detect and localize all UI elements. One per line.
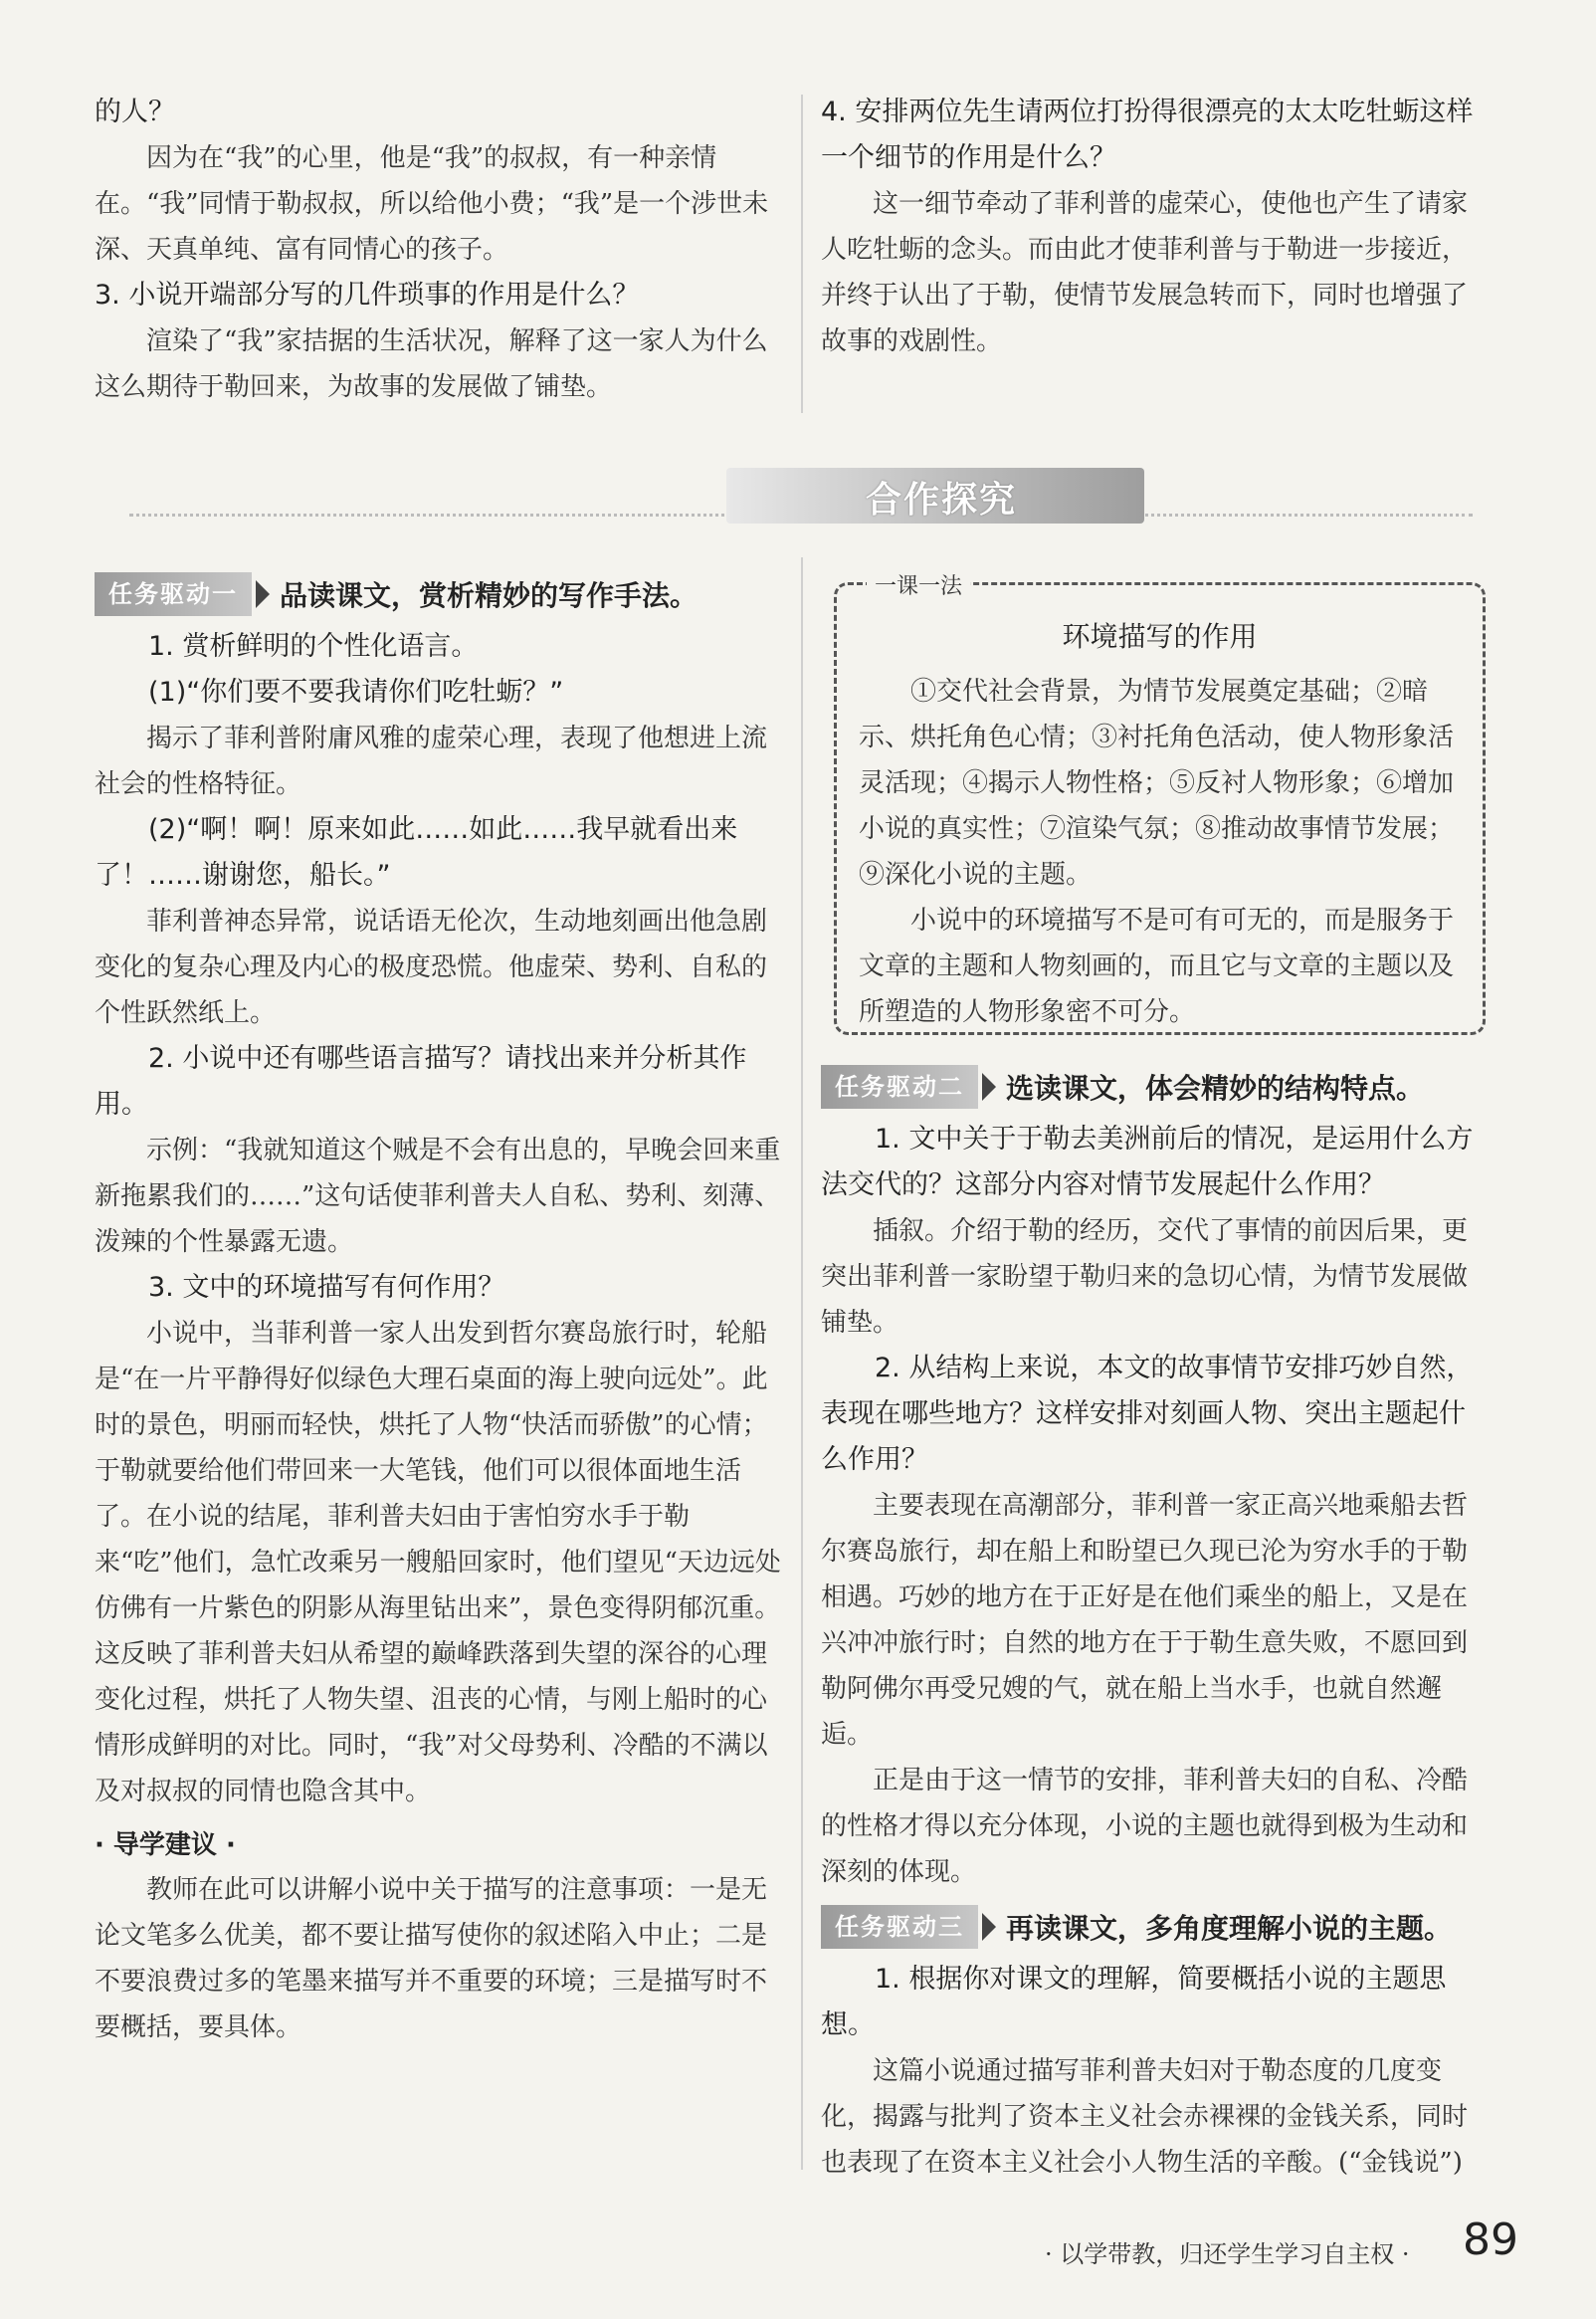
answer: 插叙。介绍于勒的经历，交代了事情的前因后果，更突出菲利普一家盼望于勒归来的急切心情，为情节发展做铺垫。 — [821, 1216, 1469, 1338]
right-main-column — [821, 1055, 1488, 2186]
column-divider — [801, 95, 803, 413]
task-title: 选读课文，体会精妙的结构特点。 — [1006, 1072, 1425, 1105]
task-header — [821, 1061, 1488, 1113]
question: 4. 安排两位先生请两位打扮得很漂亮的太太吃牡蛎这样一个细节的作用是什么？ — [821, 97, 1474, 173]
method-tag: 一课一法 — [867, 569, 970, 600]
answer: 这一细节牵动了菲利普的虚荣心，使他也产生了请家人吃牡蛎的念头。而由此才使菲利普与于勒进一步接近，并终于认出了于勒，使情节发展急转而下，同时也增强了故事的戏剧性。 — [821, 189, 1469, 356]
column-divider — [801, 557, 803, 2170]
section-banner — [129, 468, 1473, 527]
method-box — [834, 574, 1486, 1035]
answer: 菲利普神态异常，说话语无伦次，生动地刻画出他急剧变化的复杂心理及内心的极度恐慌。他虚荣、势利、自私的个性跃然纸上。 — [95, 907, 768, 1028]
paragraph: 的人？ — [95, 97, 175, 127]
task-header — [821, 1901, 1488, 1953]
answer: 主要表现在高潮部分，菲利普一家正高兴地乘船去哲尔赛岛旅行，却在船上和盼望已久现已沦为穷水手的于勒相遇。巧妙的地方在于正好是在他们乘坐的船上，又是在兴冲冲旅行时；自然的地方在于于勒生意失败，不愿回到勒阿佛尔再受兄嫂的气，就在船上当水手，也就自然邂逅。 — [821, 1491, 1469, 1750]
footer-motto: · 以学带教，归还学生学习自主权 · — [1045, 2240, 1410, 2268]
task-title: 再读课文，多角度理解小说的主题。 — [1006, 1912, 1453, 1945]
answer: 渲染了“我”家拮据的生活状况，解释了这一家人为什么这么期待于勒回来，为故事的发展做了铺垫。 — [95, 326, 768, 402]
question: 1. 根据你对课文的理解，简要概括小说的主题思想。 — [821, 1964, 1447, 2040]
arrow-icon — [982, 1073, 996, 1101]
answer: 示例：“我就知道这个贼是不会有出息的，早晚会回来重新拖累我们的……”这句话使菲利普夫人自私、势利、刻薄、泼辣的个性暴露无遗。 — [95, 1136, 781, 1257]
task-tag: 任务驱动二 — [821, 1065, 978, 1109]
right-top-column — [821, 90, 1488, 364]
paragraph: 因为在“我”的心里，他是“我”的叔叔，有一种亲情在。“我”同情于勒叔叔，所以给他小费；“我”是一个涉世未深、天真单纯、富有同情心的孩子。 — [95, 143, 769, 265]
question: 1. 文中关于于勒去美洲前后的情况，是运用什么方法交代的？这部分内容对情节发展起什么作用？ — [821, 1124, 1474, 1200]
question: 1. 赏析鲜明的个性化语言。 — [148, 631, 479, 662]
task-tag: 任务驱动三 — [821, 1905, 978, 1949]
left-top-column — [95, 90, 791, 410]
answer: 这篇小说通过描写菲利普夫妇对于勒态度的几度变化，揭露与批判了资本主义社会赤裸裸的金钱关系，同时也表现了在资本主义社会小人物生活的辛酸。(“金钱说”) — [821, 2056, 1469, 2178]
arrow-icon — [256, 580, 270, 608]
question: 2. 从结构上来说，本文的故事情节安排巧妙自然，表现在哪些地方？这样安排对刻画人物、突出主题起什么作用？ — [821, 1353, 1474, 1475]
page-number: 89 — [1463, 2214, 1518, 2265]
task-title: 品读课文，赏析精妙的写作手法。 — [280, 579, 698, 612]
arrow-icon — [982, 1913, 996, 1941]
question: 2. 小说中还有哪些语言描写？请找出来并分析其作用。 — [95, 1043, 747, 1120]
answer: 揭示了菲利普附庸风雅的虚荣心理，表现了他想进上流社会的性格特征。 — [95, 724, 768, 799]
banner-title: 合作探究 — [866, 480, 1018, 521]
answer: 小说中，当菲利普一家人出发到哲尔赛岛旅行时，轮船是“在一片平静得好似绿色大理石桌面的海上驶向远处”。此时的景色，明丽而轻快，烘托了人物“快活而骄傲”的心情；于勒就要给他们带回来一大笔钱，他们可以很体面地生活了。在小说的结尾，菲利普夫妇由于害怕穷水手于勒来“吃”他们，急忙改乘另一艘船回家时，他们望见“天边远处仿佛有一片紫色的阴影从海里钻出来”，景色变得阴郁沉重。这反映了菲利普夫妇从希望的巅峰跌落到失望的深谷的心理变化过程，烘托了人物失望、沮丧的心情，与刚上船时的心情形成鲜明的对比。同时，“我”对父母势利、冷酷的不满以及对叔叔的同情也隐含其中。 — [95, 1319, 781, 1806]
method-title: 环境描写的作用 — [1062, 620, 1258, 653]
task-header — [95, 568, 791, 620]
guide-text: 教师在此可以讲解小说中关于描写的注意事项：一是无论文笔多么优美，都不要让描写使你的叙述陷入中止；二是不要浪费过多的笔墨来描写并不重要的环境；三是描写时不要概括，要具体。 — [95, 1875, 768, 2042]
method-paragraph: ①交代社会背景，为情节发展奠定基础；②暗示、烘托角色心情；③衬托角色活动，使人物形象活灵活现；④揭示人物性格；⑤反衬人物形象；⑥增加小说的真实性；⑦渲染气氛；⑧推动故事情节发展；⑨深化小说的主题。 — [859, 677, 1455, 890]
method-paragraph: 小说中的环境描写不是可有可无的，而是服务于文章的主题和人物刻画的，而且它与文章的主题以及所塑造的人物形象密不可分。 — [859, 906, 1455, 1027]
question: 3. 文中的环境描写有何作用？ — [148, 1272, 505, 1303]
question: (1)“你们要不要我请你们吃牡蛎？” — [148, 677, 564, 708]
question: 3. 小说开端部分写的几件琐事的作用是什么？ — [95, 280, 640, 311]
left-main-column — [95, 562, 791, 2050]
guide-title: · 导学建议 · — [95, 1830, 236, 1860]
task-tag: 任务驱动一 — [95, 572, 252, 616]
question: (2)“啊！啊！原来如此……如此……我早就看出来了！……谢谢您，船长。” — [95, 814, 738, 891]
answer: 正是由于这一情节的安排，菲利普夫妇的自私、冷酷的性格才得以充分体现，小说的主题也就得到极为生动和深刻的体现。 — [821, 1766, 1469, 1887]
